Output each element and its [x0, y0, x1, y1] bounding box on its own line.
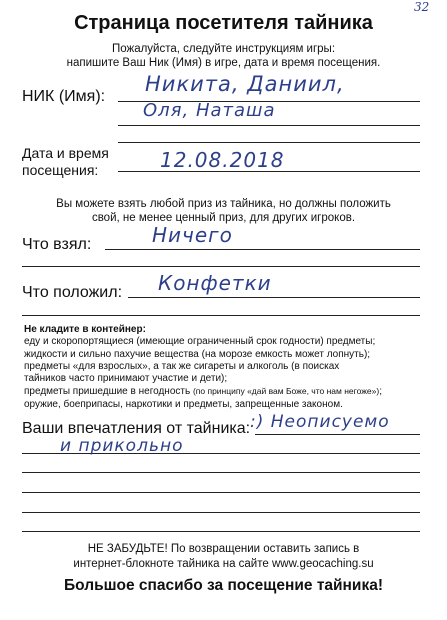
impressions-line-3 — [22, 472, 420, 473]
rules-line-6: оружие, боеприпасы, наркотики и предметы, запрещенные законом. — [24, 398, 343, 410]
rules-line-3: предметы «для взрослых», а так же сигареты и алкоголь (в поисках — [24, 360, 340, 372]
date-line-1 — [118, 142, 420, 143]
put-line-1 — [128, 297, 420, 298]
rules-line-4: тайников часто принимают участие и дети); — [24, 373, 228, 385]
nick-handwritten-2: Оля, Наташа — [143, 100, 276, 121]
impressions-handwritten-1: :) Неописуемо — [250, 412, 390, 432]
date-label-1: Дата и время — [22, 145, 109, 161]
footer-line-1: НЕ ЗАБУДЬТЕ! По возвращении оставить запись в — [87, 543, 360, 555]
impressions-line-1 — [255, 434, 420, 435]
footer-thanks: Большое спасибо за посещение тайника! — [64, 577, 383, 594]
put-handwritten: Конфетки — [158, 271, 272, 295]
footer-line-2: интернет-блокноте тайника на сайте www.geocaching.su — [73, 558, 374, 570]
rules-line-1: еду и скоропортящиеся (имеющие ограниченный срок годности) предметы; — [24, 336, 376, 348]
nick-handwritten-1: Никита, Даниил, — [145, 72, 345, 96]
corner-handwritten-mark: 32 — [414, 0, 430, 14]
impressions-handwritten-2: и прикольно — [60, 436, 184, 456]
prize-note-line-2: свой, не менее ценный приз, для других игроков. — [91, 212, 356, 224]
put-label: Что положил: — [22, 284, 123, 301]
rules-block — [24, 324, 434, 411]
rules-heading: Не кладите в контейнер: — [24, 324, 146, 335]
took-label: Что взял: — [22, 236, 92, 253]
rules-line-2: жидкости и сильно пахучие вещества (на морозе емкость может лопнуть); — [24, 348, 371, 360]
rules-line-5: предметы пришедшие в негодность (по принципу «дай вам Боже, что нам негоже»); — [24, 386, 382, 398]
nick-line-2 — [118, 125, 420, 126]
impressions-line-4 — [22, 492, 420, 493]
nick-label: НИК (Имя): — [22, 88, 106, 105]
impressions-line-6 — [22, 531, 420, 532]
impressions-line-5 — [22, 512, 420, 513]
prize-note-line-1: Вы можете взять любой приз из тайника, но должны положить — [56, 198, 391, 210]
took-line-2 — [22, 266, 420, 267]
took-handwritten: Ничего — [152, 223, 233, 247]
put-line-2 — [22, 315, 420, 316]
instructions-line-1: Пожалуйста, следуйте инструкциям игры: — [111, 43, 336, 55]
page-title: Страница посетителя тайника — [74, 12, 373, 34]
instructions-line-2: напишите Ваш Ник (Имя) в игре, дата и время посещения. — [66, 57, 381, 69]
date-handwritten: 12.08.2018 — [160, 148, 285, 172]
date-label-2: посещения: — [22, 162, 99, 178]
took-line-1 — [105, 249, 420, 250]
impressions-label: Ваши впечатления от тайника: — [22, 420, 251, 437]
